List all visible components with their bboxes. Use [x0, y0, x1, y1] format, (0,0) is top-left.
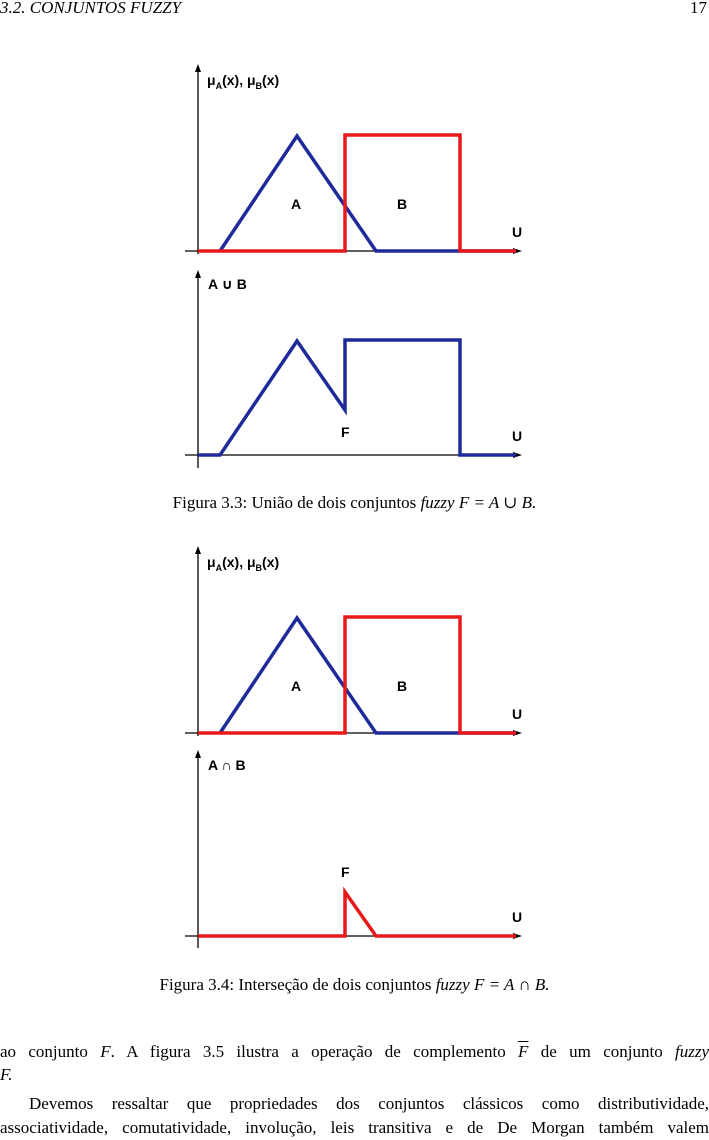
y-axis-label: $\mu_A(x)$, $\mu_B(x)$	[207, 554, 280, 573]
y-axis-arrow	[195, 64, 201, 72]
text-line: Devemos ressaltar que propriedades dos conjuntos clássicos como distributividade,	[29, 1094, 709, 1113]
figure-caption: Figura 3.3: União de dois conjuntos fuzzy F = A ∪ B.	[172, 493, 537, 512]
running-header	[0, 0, 709, 20]
set-a-curve	[220, 618, 516, 733]
label-a: A	[291, 678, 302, 694]
x-axis-label: U	[512, 909, 523, 925]
label-b: B	[397, 196, 408, 212]
x-axis-label: U	[512, 428, 523, 444]
section-title: 3.2. CONJUNTOS FUZZY	[0, 0, 182, 17]
text-line: associatividade, comutatividade, involução, leis transitiva e de De Morgan também valem	[0, 1118, 709, 1137]
set-b-curve	[198, 135, 516, 251]
y-axis-arrow	[195, 546, 201, 554]
set-b-curve	[198, 617, 516, 733]
page-number: 17	[690, 0, 707, 17]
text-line: F.	[0, 1065, 13, 1084]
label-f: F	[341, 424, 350, 440]
label-f: F	[341, 864, 350, 880]
y-axis-label: A ∪ B	[208, 276, 247, 292]
y-axis-label: A ∩ B	[208, 757, 246, 773]
figure-union	[0, 50, 709, 530]
x-axis-label: U	[512, 706, 523, 722]
union-curve	[198, 340, 516, 455]
y-axis-arrow	[195, 750, 201, 758]
figure-intersection	[0, 532, 709, 952]
set-a-curve	[220, 136, 516, 251]
y-axis-label: $\mu_A(x)$, $\mu_B(x)$	[207, 72, 280, 91]
intersection-curve	[198, 892, 516, 936]
figure-caption: Figura 3.4: Interseção de dois conjuntos fuzzy F = A ∩ B.	[159, 975, 550, 994]
x-axis-label: U	[512, 224, 523, 240]
label-b: B	[397, 678, 408, 694]
y-axis-arrow	[195, 270, 201, 278]
text-line: ao conjunto F. A figura 3.5 ilustra a operação de complemento $\overline{F}$ de um conjunto fuzzy	[0, 1042, 709, 1061]
f-complement: $\overline{F}$	[518, 1042, 529, 1061]
label-a: A	[291, 196, 302, 212]
